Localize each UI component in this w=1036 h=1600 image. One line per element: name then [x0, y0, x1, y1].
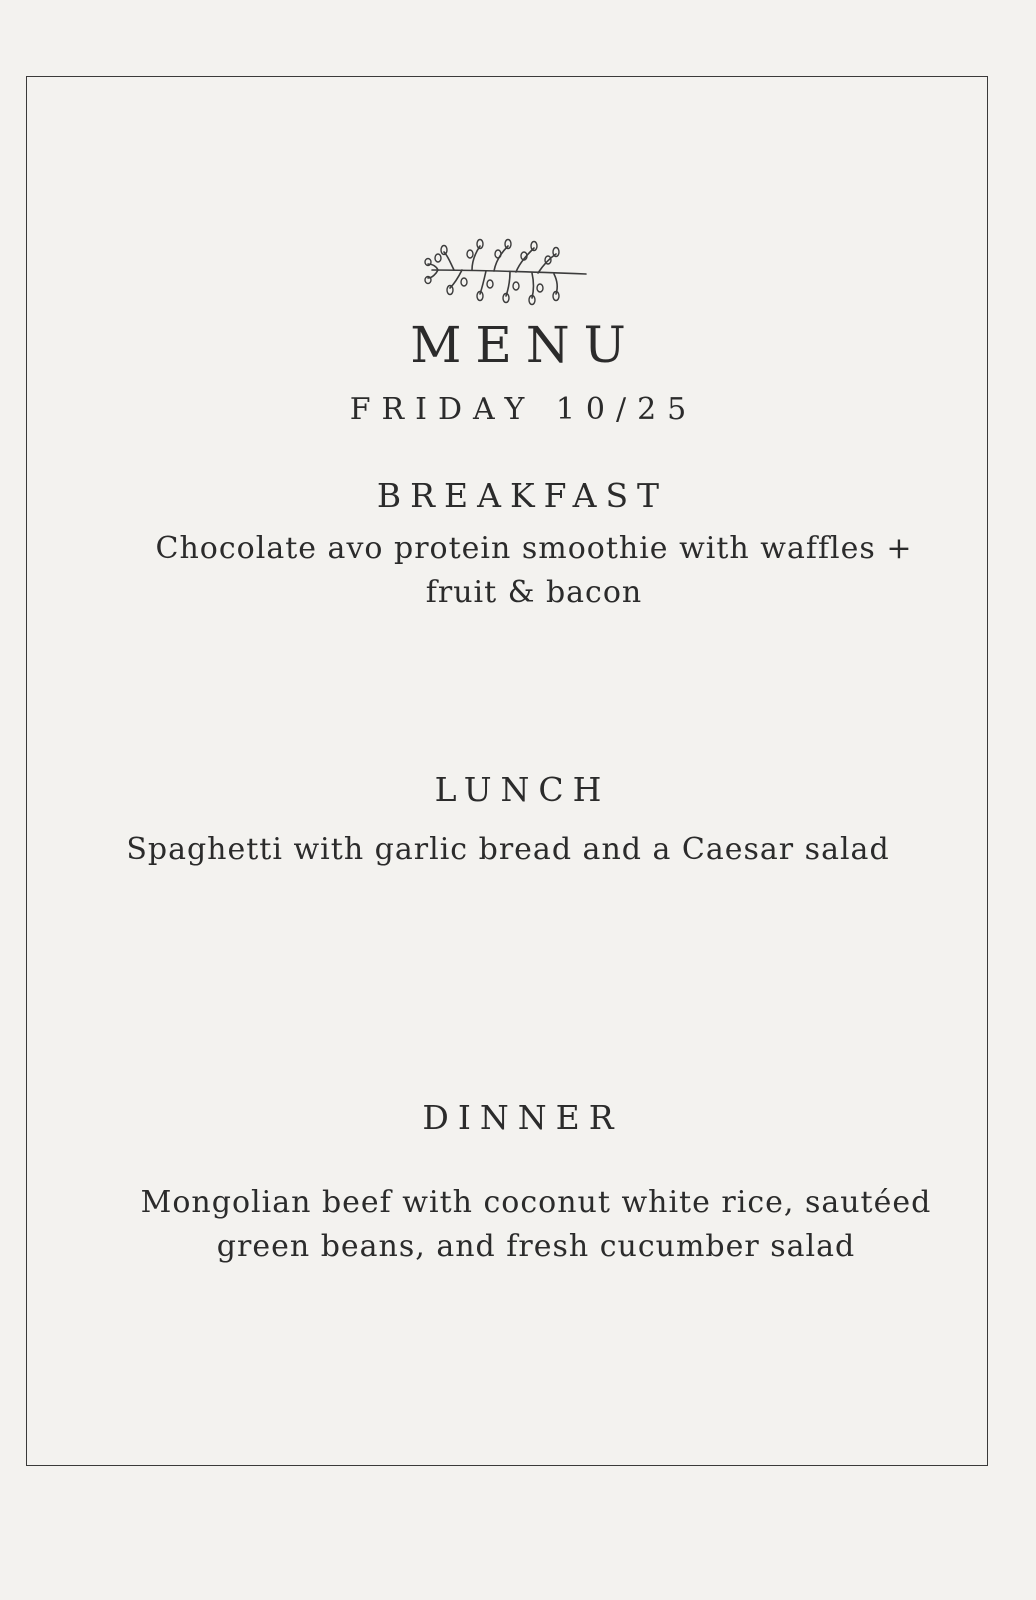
lunch-description: Spaghetti with garlic bread and a Caesar salad — [126, 832, 890, 867]
dinner-description: Mongolian beef with coconut white rice, sautéed green beans, and fresh cucumber salad — [140, 1185, 932, 1264]
breakfast-description: Chocolate avo protein smoothie with waffles + fruit & bacon — [155, 531, 913, 610]
lunch-heading: LUNCH — [434, 770, 611, 809]
menu-date: FRIDAY 10/25 — [349, 392, 698, 427]
dinner-heading: DINNER — [422, 1098, 623, 1137]
leaf-sprig-icon — [424, 232, 594, 306]
menu-title: MENU — [410, 316, 640, 374]
breakfast-heading: BREAKFAST — [376, 476, 669, 515]
